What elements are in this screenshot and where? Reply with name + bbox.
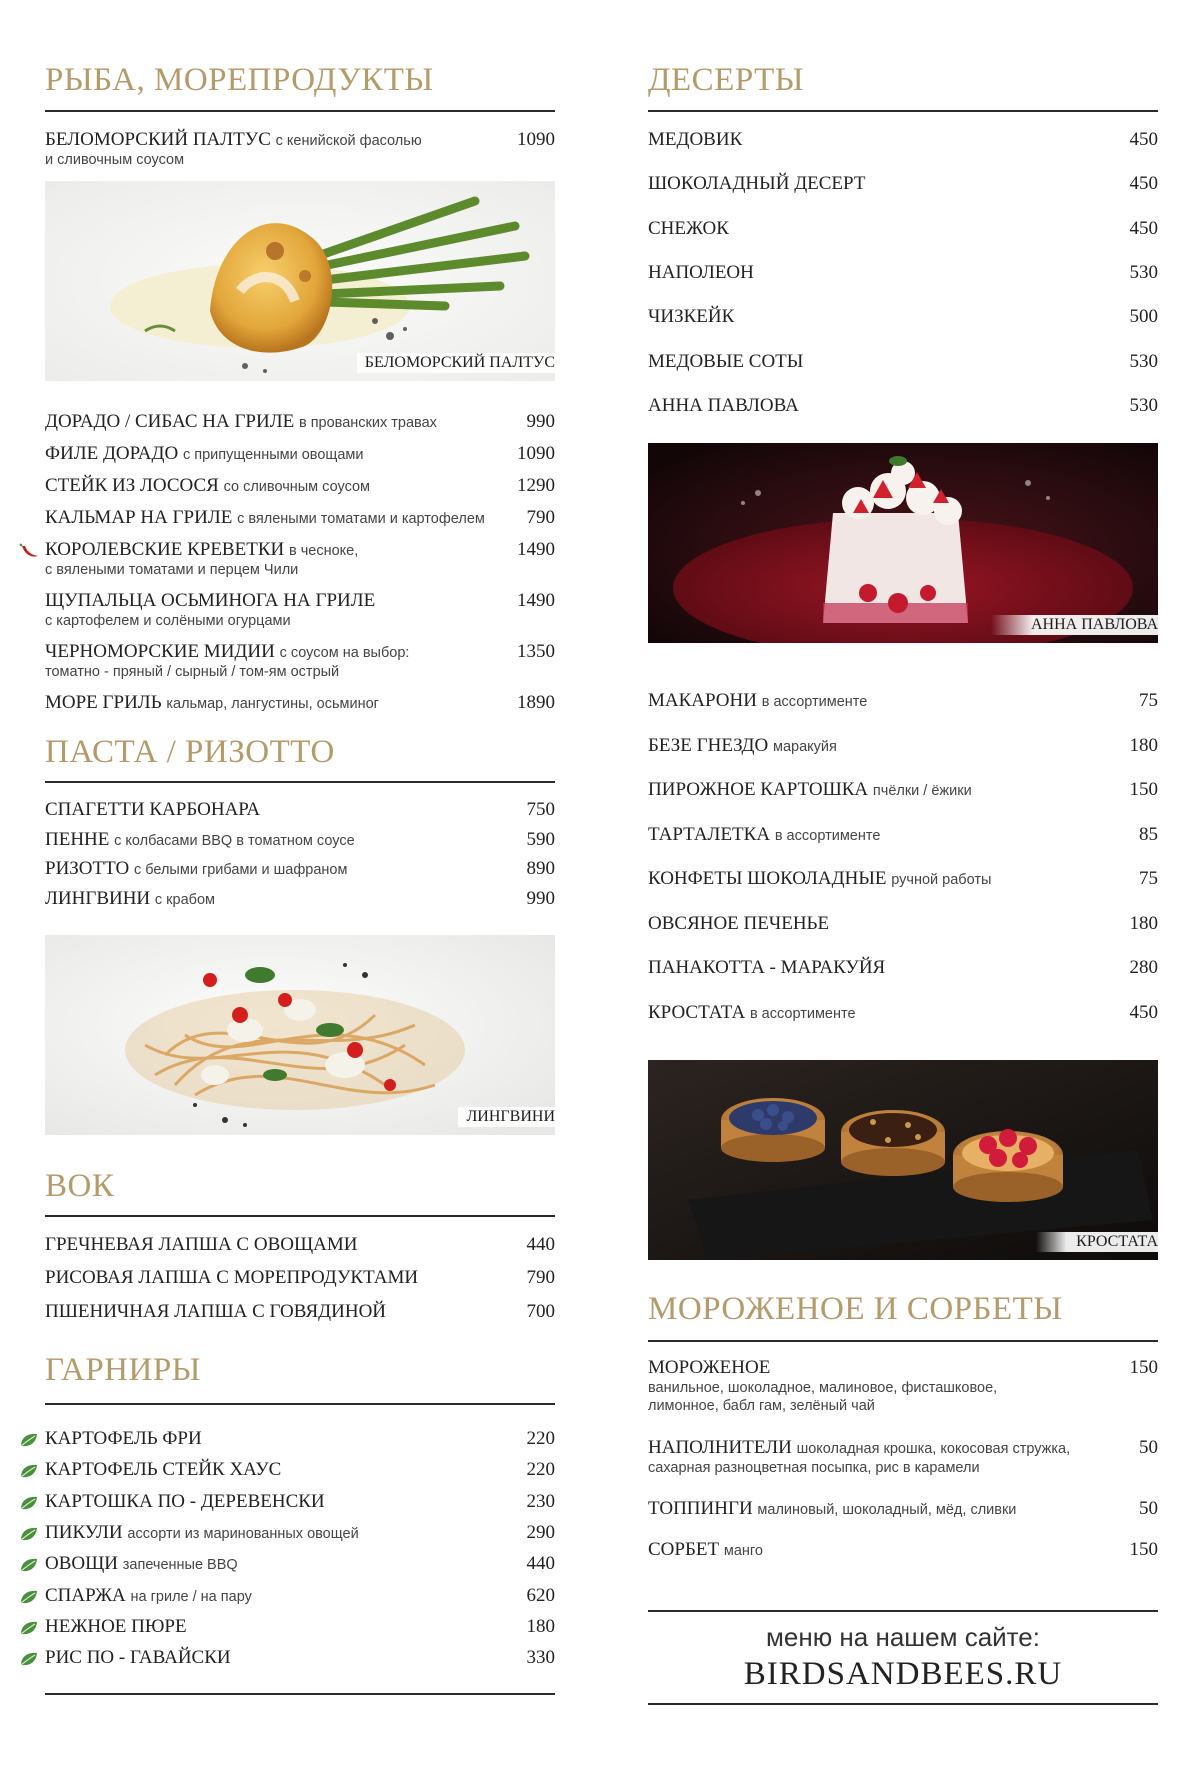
divider bbox=[45, 1693, 555, 1695]
item-price: 150 bbox=[1129, 779, 1158, 800]
item-name: ФИЛЕ ДОРАДО bbox=[45, 443, 179, 464]
item-price: 620 bbox=[526, 1584, 555, 1606]
menu-item bbox=[648, 129, 1158, 151]
item-price: 75 bbox=[1139, 868, 1158, 889]
menu-item bbox=[648, 735, 1158, 757]
menu-item bbox=[648, 779, 1158, 801]
item-subdesc: и сливочным соусом bbox=[45, 152, 185, 168]
menu-item bbox=[45, 888, 555, 910]
item-name: ШОКОЛАДНЫЙ ДЕСЕРТ bbox=[648, 173, 866, 195]
item-name: МЕДОВЫЕ СОТЫ bbox=[648, 350, 804, 372]
item-name: АННА ПАВЛОВА bbox=[648, 394, 799, 416]
item-desc: ручной работы bbox=[891, 872, 992, 888]
item-price: 180 bbox=[526, 1615, 555, 1637]
item-desc: с белыми грибами и шафраном bbox=[133, 862, 348, 878]
menu-item bbox=[648, 957, 1158, 979]
menu-item bbox=[45, 1553, 555, 1575]
menu-item bbox=[45, 1491, 555, 1513]
chili-pepper-icon bbox=[19, 543, 39, 559]
item-price: 220 bbox=[526, 1459, 555, 1481]
menu-item bbox=[45, 507, 555, 529]
item-name: ОВОЩИ bbox=[45, 1553, 119, 1575]
item-price: 1490 bbox=[517, 539, 555, 560]
menu-item bbox=[45, 1428, 555, 1450]
item-desc: ассорти из маринованных овощей bbox=[127, 1525, 359, 1542]
item-name: КОРОЛЕВСКИЕ КРЕВЕТКИ bbox=[45, 539, 285, 560]
menu-item bbox=[45, 590, 555, 630]
item-name: КРОСТАТА bbox=[648, 1001, 746, 1023]
halibut-dish-image bbox=[45, 181, 555, 381]
item-price: 450 bbox=[1129, 129, 1158, 150]
item-price: 50 bbox=[1139, 1437, 1158, 1458]
section-title-desserts: ДЕСЕРТЫ bbox=[648, 62, 805, 98]
menu-item bbox=[648, 262, 1158, 284]
item-subdesc: сахарная разноцветная посыпка, рис в карамели bbox=[648, 1460, 980, 1476]
item-price: 150 bbox=[1129, 1539, 1158, 1560]
divider bbox=[648, 110, 1158, 112]
item-price: 530 bbox=[1129, 261, 1158, 283]
item-price: 50 bbox=[1139, 1498, 1158, 1519]
item-price: 330 bbox=[526, 1647, 555, 1669]
menu-item bbox=[648, 395, 1158, 417]
section-title-icecream: МОРОЖЕНОЕ И СОРБЕТЫ bbox=[648, 1291, 1063, 1327]
item-name: ОВСЯНОЕ ПЕЧЕНЬЕ bbox=[648, 912, 830, 934]
divider bbox=[45, 1403, 555, 1405]
item-desc: шоколадная крошка, кокосовая стружка, bbox=[796, 1441, 1071, 1457]
item-price: 790 bbox=[526, 507, 555, 528]
photo-caption: АННА ПАВЛОВА bbox=[991, 615, 1158, 635]
crostata-dish-image bbox=[648, 1060, 1158, 1260]
item-name: ГРЕЧНЕВАЯ ЛАПША С ОВОЩАМИ bbox=[45, 1234, 358, 1255]
item-desc: в чесноке, bbox=[288, 543, 359, 559]
item-desc: с колбасами BBQ в томатном соусе bbox=[114, 833, 355, 849]
menu-item bbox=[45, 475, 555, 497]
item-name: РИСОВАЯ ЛАПША С МОРЕПРОДУКТАМИ bbox=[45, 1267, 419, 1288]
item-name: ЩУПАЛЬЦА ОСЬМИНОГА НА ГРИЛЕ bbox=[45, 590, 376, 611]
item-price: 750 bbox=[526, 799, 555, 820]
leaf-icon bbox=[19, 1589, 39, 1605]
photo-halibut bbox=[45, 181, 555, 381]
menu-item bbox=[45, 858, 555, 880]
item-price: 450 bbox=[1129, 1001, 1158, 1023]
item-price: 1490 bbox=[517, 590, 555, 611]
menu-item bbox=[45, 799, 555, 821]
item-name: ПШЕНИЧНАЯ ЛАПША С ГОВЯДИНОЙ bbox=[45, 1301, 387, 1322]
menu-item bbox=[648, 1539, 1158, 1561]
item-price: 450 bbox=[1129, 217, 1158, 239]
linguine-dish-image bbox=[45, 935, 555, 1135]
item-price: 990 bbox=[526, 411, 555, 432]
menu-item bbox=[45, 829, 555, 851]
item-price: 990 bbox=[526, 888, 555, 909]
item-price: 500 bbox=[1129, 306, 1158, 328]
item-name: СПАРЖА bbox=[45, 1584, 126, 1606]
leaf-icon bbox=[19, 1526, 39, 1542]
section-title-fish: РЫБА, МОРЕПРОДУКТЫ bbox=[45, 62, 434, 98]
item-name: РИС ПО - ГАВАЙСКИ bbox=[45, 1647, 231, 1669]
item-name: НАПОЛНИТЕЛИ bbox=[648, 1437, 792, 1458]
menu-item bbox=[648, 1002, 1158, 1024]
divider bbox=[45, 110, 555, 112]
leaf-icon bbox=[19, 1495, 39, 1511]
menu-item bbox=[648, 218, 1158, 240]
menu-item bbox=[45, 1522, 555, 1544]
item-desc: кальмар, лангустины, осьминог bbox=[166, 696, 379, 712]
item-name: КАЛЬМАР НА ГРИЛЕ bbox=[45, 507, 233, 528]
item-name: МАКАРОНИ bbox=[648, 690, 757, 711]
item-desc: в ассортименте bbox=[749, 1005, 856, 1022]
item-name: НАПОЛЕОН bbox=[648, 261, 754, 283]
item-price: 280 bbox=[1129, 957, 1158, 978]
item-price: 440 bbox=[526, 1234, 555, 1255]
photo-anna-pavlova bbox=[648, 443, 1158, 643]
menu-item bbox=[45, 641, 555, 681]
section-title-sides: ГАРНИРЫ bbox=[45, 1352, 201, 1388]
item-price: 530 bbox=[1129, 394, 1158, 416]
item-price: 1090 bbox=[517, 129, 555, 150]
item-desc: маракуйя bbox=[772, 738, 837, 755]
menu-item bbox=[45, 443, 555, 465]
item-desc: на гриле / на пару bbox=[130, 1588, 252, 1605]
photo-caption: ЛИНГВИНИ bbox=[458, 1107, 555, 1127]
menu-item bbox=[45, 1267, 555, 1289]
item-desc: в прованских травах bbox=[298, 415, 437, 431]
menu-item bbox=[45, 1616, 555, 1638]
item-price: 1090 bbox=[517, 443, 555, 464]
photo-caption: КРОСТАТА bbox=[1036, 1232, 1158, 1252]
divider bbox=[45, 781, 555, 783]
menu-item bbox=[648, 868, 1158, 890]
menu-item bbox=[648, 306, 1158, 328]
item-desc: в ассортименте bbox=[774, 827, 881, 844]
section-title-wok: ВОК bbox=[45, 1168, 115, 1204]
item-name: СТЕЙК ИЗ ЛОСОСЯ bbox=[45, 475, 219, 496]
menu-item bbox=[648, 1357, 1158, 1415]
menu-item-featured-fish bbox=[45, 129, 555, 169]
item-price: 700 bbox=[526, 1301, 555, 1322]
item-name: ПЕННЕ bbox=[45, 829, 110, 850]
item-price: 890 bbox=[526, 858, 555, 879]
item-name: КАРТОФЕЛЬ ФРИ bbox=[45, 1428, 202, 1449]
item-name: МОРЕ ГРИЛЬ bbox=[45, 692, 162, 713]
item-name: ЧИЗКЕЙК bbox=[648, 306, 735, 328]
leaf-icon bbox=[19, 1432, 39, 1448]
menu-item bbox=[45, 1585, 555, 1607]
divider bbox=[45, 1215, 555, 1217]
item-desc: с крабом bbox=[154, 892, 215, 908]
item-name: РИЗОТТО bbox=[45, 858, 130, 879]
menu-item bbox=[45, 692, 555, 714]
menu-item bbox=[45, 411, 555, 433]
item-name: КАРТОФЕЛЬ СТЕЙК ХАУС bbox=[45, 1459, 282, 1481]
item-name: МЕДОВИК bbox=[648, 129, 743, 150]
item-name: ДОРАДО / СИБАС НА ГРИЛЕ bbox=[45, 411, 295, 432]
menu-item bbox=[648, 824, 1158, 846]
item-price: 230 bbox=[526, 1490, 555, 1512]
menu-item bbox=[45, 1459, 555, 1481]
item-subdesc-2: лимонное, бабл гам, зелёный чай bbox=[648, 1398, 875, 1414]
anna-pavlova-dish-image bbox=[648, 443, 1158, 643]
item-desc: манго bbox=[723, 1543, 763, 1559]
item-price: 1890 bbox=[517, 692, 555, 713]
leaf-icon bbox=[19, 1557, 39, 1573]
photo-caption: БЕЛОМОРСКИЙ ПАЛТУС bbox=[357, 353, 555, 373]
item-name: БЕЗЕ ГНЕЗДО bbox=[648, 734, 769, 756]
item-name: ЛИНГВИНИ bbox=[45, 888, 151, 909]
item-price: 530 bbox=[1129, 350, 1158, 372]
menu-item bbox=[648, 1498, 1158, 1520]
menu-item bbox=[648, 351, 1158, 373]
item-desc: малиновый, шоколадный, мёд, сливки bbox=[757, 1502, 1017, 1518]
item-price: 150 bbox=[1129, 1357, 1158, 1378]
divider bbox=[648, 1340, 1158, 1342]
menu-item bbox=[648, 913, 1158, 935]
item-name: ПАНАКОТТА - МАРАКУЙЯ bbox=[648, 957, 886, 978]
item-desc: со сливочным соусом bbox=[223, 479, 371, 495]
item-price: 290 bbox=[526, 1521, 555, 1543]
item-desc: пчёлки / ёжики bbox=[872, 783, 972, 799]
item-name: СНЕЖОК bbox=[648, 217, 729, 239]
item-price: 180 bbox=[1129, 912, 1158, 934]
item-name: НЕЖНОЕ ПЮРЕ bbox=[45, 1615, 187, 1637]
item-subdesc: томатно - пряный / сырный / том-ям острый bbox=[45, 664, 340, 680]
menu-item bbox=[45, 1647, 555, 1669]
item-subdesc: с вялеными томатами и перцем Чили bbox=[45, 562, 299, 578]
item-price: 180 bbox=[1129, 734, 1158, 756]
item-desc: в ассортименте bbox=[761, 694, 868, 710]
item-price: 1350 bbox=[517, 641, 555, 662]
item-price: 220 bbox=[526, 1428, 555, 1449]
item-desc: с кенийской фасолью bbox=[275, 133, 422, 149]
divider bbox=[648, 1703, 1158, 1705]
menu-item bbox=[45, 1234, 555, 1256]
item-desc: с вялеными томатами и картофелем bbox=[237, 511, 485, 527]
item-desc: с соусом на выбор: bbox=[279, 645, 410, 661]
footer-text: меню на нашем сайте: bbox=[766, 1622, 1040, 1652]
menu-item bbox=[45, 539, 555, 579]
menu-item bbox=[648, 173, 1158, 195]
item-name: ПИКУЛИ bbox=[45, 1521, 123, 1543]
item-desc: с припущенными овощами bbox=[182, 447, 364, 463]
item-name: МОРОЖЕНОЕ bbox=[648, 1357, 771, 1378]
leaf-icon bbox=[19, 1463, 39, 1479]
menu-item bbox=[648, 690, 1158, 712]
photo-crostata bbox=[648, 1060, 1158, 1260]
item-price: 75 bbox=[1139, 690, 1158, 711]
item-desc: запеченные BBQ bbox=[122, 1557, 238, 1574]
item-name: КОНФЕТЫ ШОКОЛАДНЫЕ bbox=[648, 868, 887, 889]
menu-item bbox=[648, 1437, 1158, 1477]
item-name: СПАГЕТТИ КАРБОНАРА bbox=[45, 799, 261, 820]
divider bbox=[648, 1610, 1158, 1612]
item-name: СОРБЕТ bbox=[648, 1539, 720, 1560]
item-price: 590 bbox=[526, 829, 555, 850]
item-name: ЧЕРНОМОРСКИЕ МИДИИ bbox=[45, 641, 275, 662]
item-price: 790 bbox=[526, 1267, 555, 1288]
photo-linguine bbox=[45, 935, 555, 1135]
website-link[interactable]: BIRDSANDBEES.RU bbox=[743, 1656, 1063, 1692]
item-name: ПИРОЖНОЕ КАРТОШКА bbox=[648, 779, 869, 800]
item-name: КАРТОШКА ПО - ДЕРЕВЕНСКИ bbox=[45, 1490, 325, 1512]
item-price: 440 bbox=[526, 1553, 555, 1575]
leaf-icon bbox=[19, 1620, 39, 1636]
section-title-pasta: ПАСТА / РИЗОТТО bbox=[45, 734, 335, 770]
item-name: ТАРТАЛЕТКА bbox=[648, 823, 771, 845]
item-name: ТОППИНГИ bbox=[648, 1498, 753, 1519]
leaf-icon bbox=[19, 1651, 39, 1667]
item-subdesc: ванильное, шоколадное, малиновое, фисташковое, bbox=[648, 1380, 998, 1396]
item-subdesc: с картофелем и солёными огурцами bbox=[45, 613, 291, 629]
item-price: 1290 bbox=[517, 475, 555, 496]
item-price: 450 bbox=[1129, 173, 1158, 195]
item-name: БЕЛОМОРСКИЙ ПАЛТУС bbox=[45, 129, 271, 150]
item-price: 85 bbox=[1139, 823, 1158, 845]
menu-item bbox=[45, 1301, 555, 1323]
